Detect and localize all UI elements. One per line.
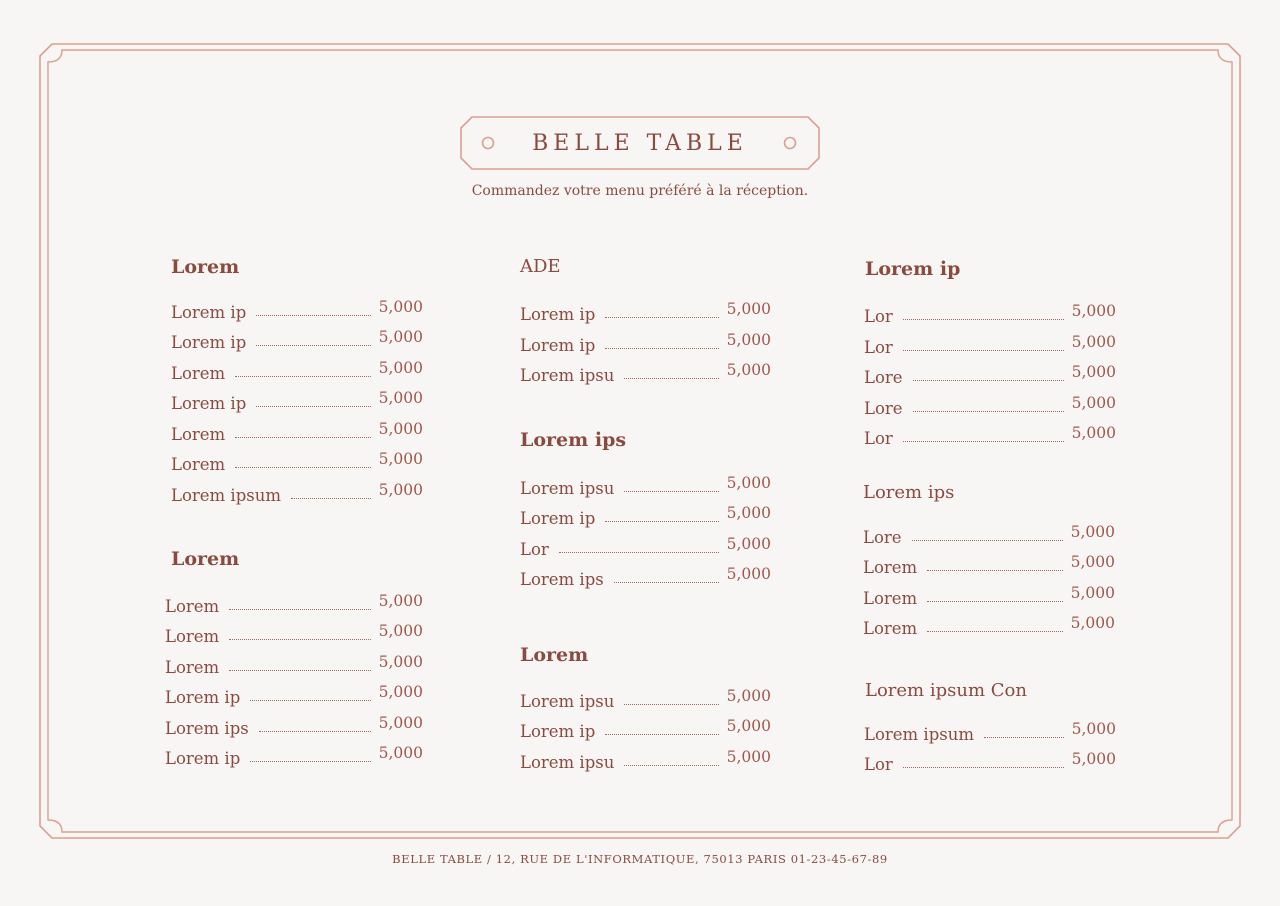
- menu-item: [863, 553, 1115, 577]
- menu-item: [171, 420, 423, 444]
- item-leader: [624, 704, 718, 705]
- item-leader: [250, 761, 370, 762]
- item-name: Lorem: [863, 589, 918, 608]
- menu-item: [864, 302, 1116, 326]
- item-name: Lorem ip: [171, 303, 247, 322]
- item-leader: [903, 319, 1064, 320]
- item-leader: [235, 376, 370, 377]
- section-title: Lorem: [520, 644, 589, 666]
- menu-item: [864, 720, 1116, 744]
- item-leader: [913, 380, 1064, 381]
- item-leader: [913, 411, 1064, 412]
- item-price: 5,000: [378, 622, 423, 640]
- item-leader: [229, 609, 370, 610]
- item-leader: [259, 731, 371, 732]
- item-price: 5,000: [726, 300, 771, 318]
- item-name: Lore: [864, 399, 903, 418]
- section-title: Lorem: [171, 256, 240, 278]
- section-title: Lorem ipsum Con: [865, 680, 1027, 701]
- item-price: 5,000: [378, 389, 423, 407]
- item-name: Lorem: [171, 425, 226, 444]
- item-leader: [903, 350, 1064, 351]
- item-leader: [605, 734, 718, 735]
- item-price: 5,000: [1071, 424, 1116, 442]
- menu-item: [520, 300, 771, 324]
- menu-item: [863, 523, 1115, 547]
- item-price: 5,000: [1071, 333, 1116, 351]
- menu-item: [520, 504, 771, 528]
- item-leader: [229, 670, 370, 671]
- menu-item: [864, 750, 1116, 774]
- menu-item: [863, 584, 1115, 608]
- item-price: 5,000: [1071, 750, 1116, 768]
- menu-item: [165, 683, 423, 707]
- menu-item: [520, 565, 771, 589]
- item-leader: [903, 767, 1064, 768]
- item-name: Lor: [520, 540, 549, 559]
- item-price: 5,000: [378, 328, 423, 346]
- menu-item: [520, 687, 771, 711]
- item-name: Lore: [863, 528, 902, 547]
- item-leader: [256, 345, 370, 346]
- menu-item: [165, 653, 423, 677]
- section-title: Lorem: [171, 548, 240, 570]
- item-leader: [624, 491, 718, 492]
- menu-item: [864, 333, 1116, 357]
- menu-item: [171, 359, 423, 383]
- section-title: ADE: [520, 256, 561, 277]
- menu-item: [171, 328, 423, 352]
- item-leader: [235, 437, 370, 438]
- item-name: Lor: [864, 307, 893, 326]
- menu-item: [864, 363, 1116, 387]
- menu-item: [165, 622, 423, 646]
- item-name: Lorem ipsu: [520, 366, 615, 385]
- menu-item: [520, 717, 771, 741]
- item-price: 5,000: [726, 331, 771, 349]
- item-name: Lorem ip: [165, 688, 241, 707]
- subtitle: Commandez votre menu préféré à la réception.: [471, 183, 809, 199]
- footer-address: BELLE TABLE / 12, RUE DE L'INFORMATIQUE, 75013 PARIS 01-23-45-67-89: [392, 852, 888, 866]
- item-leader: [229, 639, 370, 640]
- item-leader: [256, 406, 370, 407]
- item-leader: [235, 467, 370, 468]
- item-name: Lorem ipsu: [520, 479, 615, 498]
- item-price: 5,000: [1070, 614, 1115, 632]
- item-price: 5,000: [378, 653, 423, 671]
- item-price: 5,000: [1071, 720, 1116, 738]
- menu-item: [520, 331, 771, 355]
- section-title: Lorem ips: [520, 429, 627, 451]
- item-price: 5,000: [726, 474, 771, 492]
- menu-item: [863, 614, 1115, 638]
- item-leader: [614, 582, 719, 583]
- item-name: Lorem: [863, 558, 918, 577]
- menu-item: [165, 592, 423, 616]
- item-leader: [559, 552, 719, 553]
- item-name: Lor: [864, 755, 893, 774]
- item-price: 5,000: [378, 592, 423, 610]
- section-title: Lorem ips: [863, 482, 955, 503]
- item-price: 5,000: [726, 748, 771, 766]
- item-leader: [624, 765, 718, 766]
- item-leader: [605, 521, 718, 522]
- item-price: 5,000: [726, 361, 771, 379]
- item-leader: [927, 601, 1062, 602]
- menu-item: [520, 474, 771, 498]
- menu-item: [171, 389, 423, 413]
- item-name: Lorem ip: [165, 749, 241, 768]
- item-name: Lorem: [171, 455, 226, 474]
- item-name: Lore: [864, 368, 903, 387]
- item-price: 5,000: [726, 565, 771, 583]
- item-price: 5,000: [726, 717, 771, 735]
- item-name: Lorem ip: [171, 333, 247, 352]
- item-price: 5,000: [378, 744, 423, 762]
- item-price: 5,000: [726, 535, 771, 553]
- menu-item: [864, 424, 1116, 448]
- item-price: 5,000: [1070, 523, 1115, 541]
- item-price: 5,000: [1071, 302, 1116, 320]
- item-name: Lorem ip: [520, 305, 596, 324]
- item-price: 5,000: [378, 714, 423, 732]
- menu-item: [520, 535, 771, 559]
- item-price: 5,000: [1071, 394, 1116, 412]
- item-leader: [605, 348, 718, 349]
- menu-item: [864, 394, 1116, 418]
- item-name: Lorem: [165, 658, 220, 677]
- item-name: Lorem ipsu: [520, 753, 615, 772]
- menu-item: [165, 714, 423, 738]
- item-leader: [250, 700, 370, 701]
- restaurant-title: BELLE TABLE: [532, 130, 748, 156]
- item-price: 5,000: [378, 481, 423, 499]
- item-name: Lorem: [165, 627, 220, 646]
- item-price: 5,000: [378, 298, 423, 316]
- item-name: Lorem ipsu: [520, 692, 615, 711]
- item-price: 5,000: [726, 504, 771, 522]
- item-name: Lorem ip: [520, 722, 596, 741]
- menu-item: [171, 298, 423, 322]
- item-leader: [605, 317, 718, 318]
- item-leader: [256, 315, 370, 316]
- item-price: 5,000: [1071, 363, 1116, 381]
- item-leader: [291, 498, 371, 499]
- item-price: 5,000: [378, 359, 423, 377]
- section-title: Lorem ip: [865, 258, 961, 280]
- item-price: 5,000: [726, 687, 771, 705]
- item-name: Lorem ipsum: [864, 725, 975, 744]
- menu-item: [165, 744, 423, 768]
- item-name: Lorem ips: [520, 570, 604, 589]
- item-leader: [912, 540, 1063, 541]
- item-name: Lorem ipsum: [171, 486, 282, 505]
- title-plaque: [460, 116, 820, 170]
- item-price: 5,000: [378, 420, 423, 438]
- item-name: Lor: [864, 429, 893, 448]
- item-name: Lor: [864, 338, 893, 357]
- item-leader: [927, 631, 1062, 632]
- item-leader: [984, 737, 1064, 738]
- item-leader: [927, 570, 1062, 571]
- item-name: Lorem ip: [171, 394, 247, 413]
- menu-item: [171, 481, 423, 505]
- menu-item: [520, 748, 771, 772]
- item-leader: [903, 441, 1064, 442]
- item-price: 5,000: [378, 683, 423, 701]
- item-name: Lorem ips: [165, 719, 249, 738]
- menu-item: [520, 361, 771, 385]
- item-name: Lorem ip: [520, 336, 596, 355]
- item-leader: [624, 378, 718, 379]
- item-name: Lorem ip: [520, 509, 596, 528]
- item-name: Lorem: [863, 619, 918, 638]
- item-name: Lorem: [165, 597, 220, 616]
- menu-item: [171, 450, 423, 474]
- item-price: 5,000: [1070, 584, 1115, 602]
- item-price: 5,000: [378, 450, 423, 468]
- item-name: Lorem: [171, 364, 226, 383]
- item-price: 5,000: [1070, 553, 1115, 571]
